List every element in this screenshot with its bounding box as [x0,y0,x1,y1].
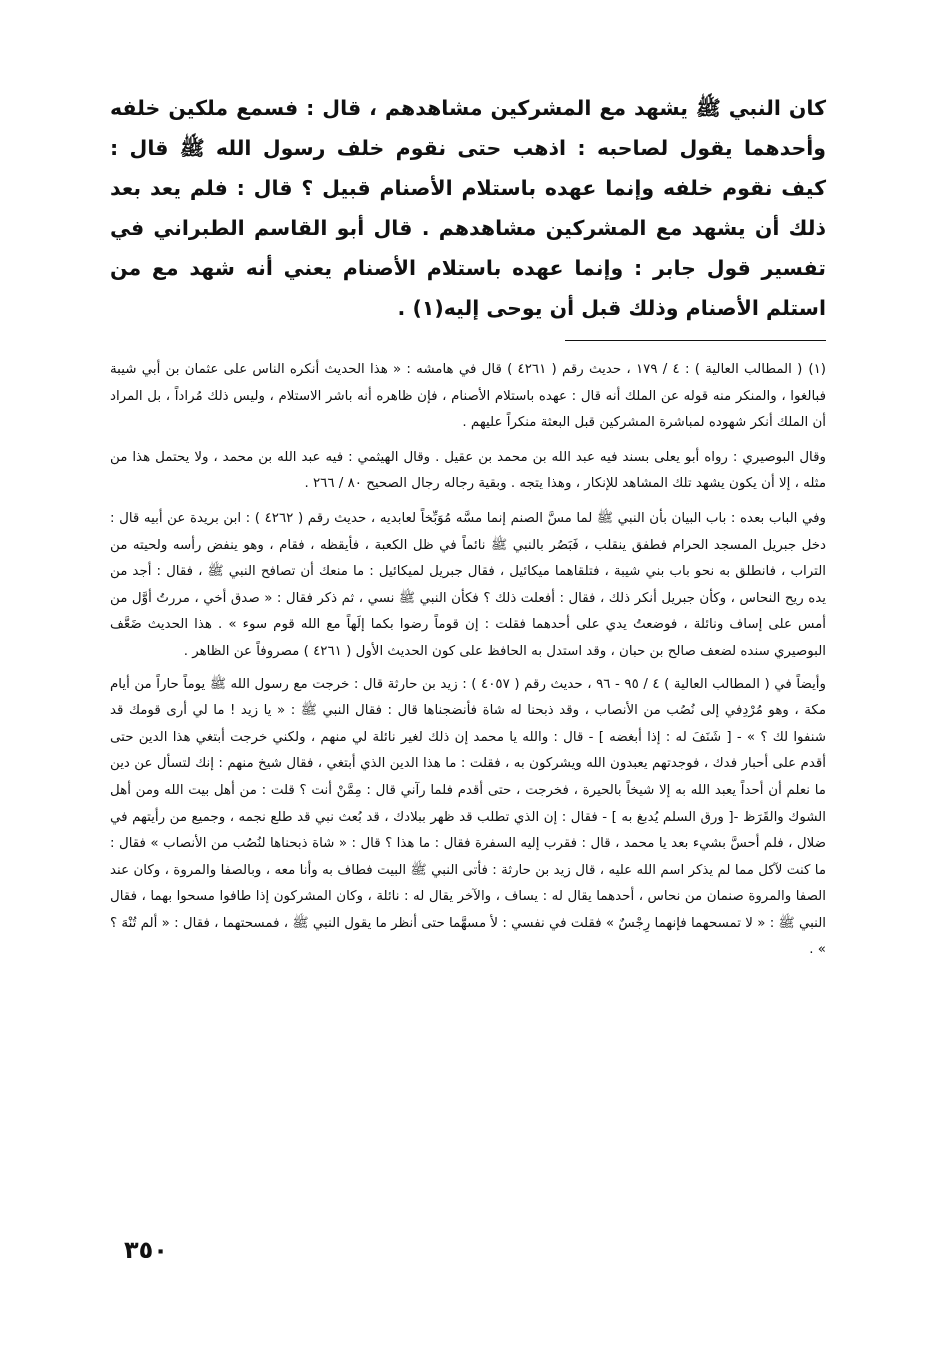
footnote-paragraph-4: وأيضاً في ( المطالب العالية ) ٤ / ٩٥ - ٩٦ ، حديث رقم ( ٤٠٥٧ ) : زيد بن حارثة قال : خرجت مع رسول الله ﷺ يوماً حاراً من أيام مكة ، وهو مُرْدِفي إلى نُصُب من الأنصاب ، وقد ذبحنا له شاة فأنضجناها قال : فقال النبي ﷺ : « يا زيد ! ما لي أرى قومك قد شنفوا لك ؟ » - [ شَنَفَ له : إذا أبغضه ] - قال : والله يا محمد إن ذلك لغير نائلة لي منهم ، ولكني خرجت أبتغي هذا الدين حتى أقدم على أحبار فدك ، فوجدتهم يعبدون الله ويشركون به ، فقلت : ما هذا الدين الذي أبتغي ، فقال شيخ منهم : إنك لتسأل عن دين ما نعلم أن أحداً يعبد الله به إلا شيخاً بالحيرة ، فخرجت ، حتى أقدم فلما رآني قال : مِمَّنْ أنت ؟ قلت : من أهل بيت الله ومن أهل الشوك والقَرَظ -[ ورق السلم يُدبغ به ] - فقال : إن الذي تطلب قد ظهر ببلادك ، قد بُعث نبي قد طلع نجمه ، وجميع من رأيتهم في ضلال ، فلم أحسَّ بشيء بعد يا محمد ، قال : فقرب إليه السفرة فقال : ما هذا ؟ قال : « شاة ذبحناها لنُصُب من الأنصاب » فقال : ما كنت لآكل مما لم يذكر اسم الله عليه ، قال زيد بن حارثة : فأتى النبي ﷺ البيت فطاف به وأنا معه ، وبالصفا والمروة ، وكان عند الصفا والمروة صنمان من نحاس ، أحدهما يقال له : يساف ، والآخر يقال له : نائلة ، وكان المشركون إذا طافوا مسحوا بهما ، فقال النبي ﷺ : « لا تمسحهما فإنهما رِجْسٌ » فقلت في نفسي : لأ مسهَّما حتى أنظر ما يقول النبي ﷺ ، فمسحتهما ، فقال : « ألم تُنْهَ ؟ » . [110,676,826,958]
footnote-paragraph-3: وفي الباب بعده : باب البيان بأن النبي ﷺ لما مسَّ الصنم إنما مسَّه مُوَبِّخاً لعابديه ، حديث رقم ( ٤٢٦٢ ) : ابن بريدة عن أبيه قال : دخل جبريل المسجد الحرام فطفق ينقلب ، فَبَصُر بالنبي ﷺ نائماً في ظل الكعبة ، فأيقظه ، فقام ، وهو ينفض رأسه ولحيته من التراب ، فانطلق به نحو باب بني شيبة ، فتلقاهما ميكائيل ، فقال جبريل لميكائيل : ما منعك أن تصافح النبي ﷺ ، فقال : أجد من يده ريح النحاس ، وكأن جبريل أنكر ذلك ، فقال : أفعلت ذلك ؟ فكأن النبي ﷺ نسي ، ثم ذكر فقال : « صدق أخي ، مررتُ أوَّل من أمس على إساف ونائلة ، فوضعتُ يدي على أحدهما فقلت : إن قوماً رضوا بكما إلَهاً مع الله قوم سوء » . هذا الحديث ضَعَّف البوصيري سنده لضعف صالح بن حبان ، وقد استدل به الحافظ على كون الحديث الأول ( ٤٢٦١ ) مصروفاً عن الظاهر . [110,510,827,659]
footnote-number: (١) [808,362,826,377]
footnote-text-1: ( المطالب العالية ) : ٤ / ١٧٩ ، حديث رقم ( ٤٢٦١ ) قال في هامشه : « هذا الحديث أنكره الناس على عثمان بن أبي شيبة فبالغوا ، والمنكر منه قوله عن الملك أنه قال : عهده باستلام الأصنام ، فإن ظاهره أنه باشر الاستلام ، وليس ذلك مُراداً ، بل المراد أن الملك أنكر شهوده لمباشرة المشركين قبل البعثة منكراً عليهم . [110,362,826,431]
page-number: ٣٥٠ [124,1236,168,1264]
book-page [110,88,826,970]
footnotes-section [110,351,826,964]
main-paragraph: كان النبي ﷺ يشهد مع المشركين مشاهدهم ، قال : فسمع ملكين خلفه وأحدهما يقول لصاحبه : اذهب حتى نقوم خلف رسول الله ﷺ قال : كيف نقوم خلفه وإنما عهده باستلام الأصنام قبيل ؟ قال : فلم يعد بعد ذلك أن يشهد مع المشركين مشاهدهم . قال أبو القاسم الطبراني في تفسير قول جابر : وإنما عهده باستلام الأصنام يعني أنه شهد مع من استلم الأصنام وذلك قبل أن يوحى إليه(١) . [110,96,826,320]
footnote-paragraph-1 [110,357,826,437]
footnote-paragraph-2: وقال البوصيري : رواه أبو يعلى بسند فيه عبد الله بن محمد بن عقيل . وقال الهيثمي : فيه عبد الله بن محمد ، ولا يحتمل هذا من مثله ، إلا أن يكون يشهد تلك المشاهد للإنكار ، وهذا يتجه . وبقية رجاله رجال الصحيح ٨٠ / ٢٦٦ . [110,449,826,492]
footnote-separator [565,340,826,341]
